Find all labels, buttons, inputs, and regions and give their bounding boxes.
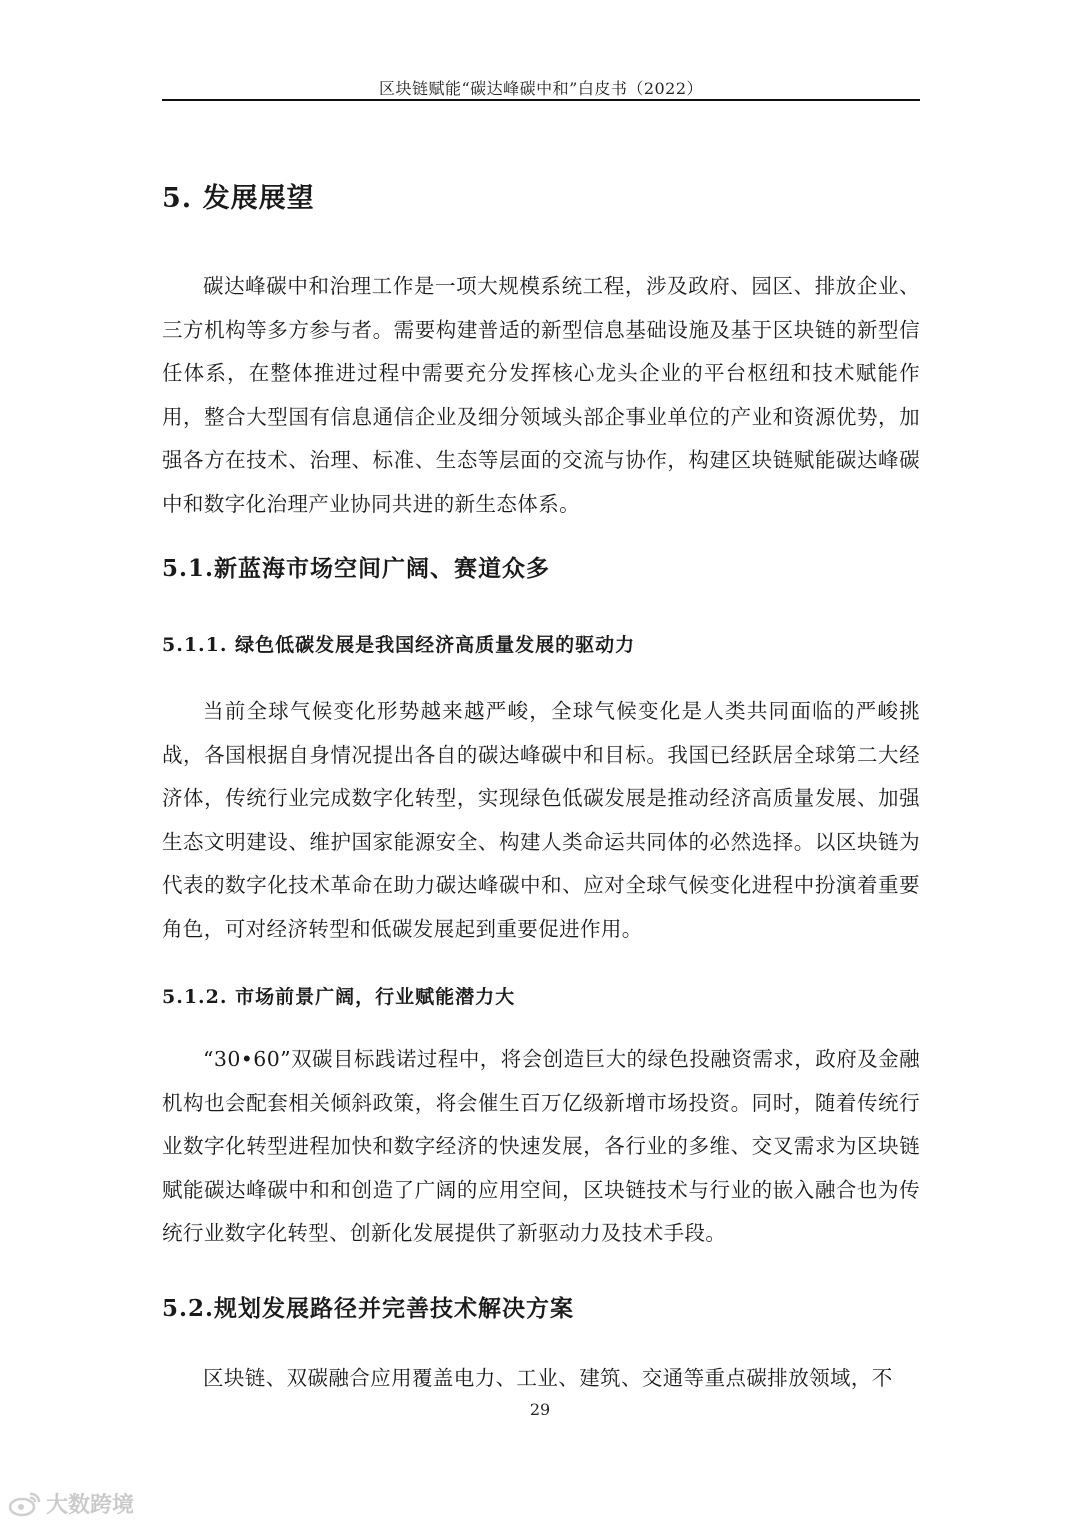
section-5-1-heading: 5.1.新蓝海市场空间广阔、赛道众多 <box>162 555 551 582</box>
header-divider <box>162 99 920 101</box>
section-5-1-2-heading: 5.1.2. 市场前景广阔，行业赋能潜力大 <box>162 986 516 1008</box>
section-5-intro-paragraph: 碳达峰碳中和治理工作是一项大规模系统工程，涉及政府、园区、排放企业、三方机构等多方参与者。需要构建普适的新型信息基础设施及基于区块链的新型信任体系，在整体推进过程中需要充分发挥核心龙头企业的平台枢纽和技术赋能作用，整合大型国有信息通信企业及细分领域头部企事业单位的产业和资源优势，加强各方在技术、治理、标准、生态等层面的交流与协作，构建区块链赋能碳达峰碳中和数字化治理产业协同共进的新生态体系。 <box>162 274 920 516</box>
watermark <box>8 1488 134 1519</box>
section-5-heading: 5. 发展展望 <box>162 183 315 214</box>
section-5-1-1-heading: 5.1.1. 绿色低碳发展是我国经济高质量发展的驱动力 <box>162 634 636 656</box>
section-5-2-paragraph: 区块链、双碳融合应用覆盖电力、工业、建筑、交通等重点碳排放领域，不 <box>203 1366 893 1390</box>
section-5-2-heading: 5.2.规划发展路径并完善技术解决方案 <box>162 1295 575 1322</box>
page-header-title: 区块链赋能“碳达峰碳中和”白皮书（2022） <box>378 79 704 98</box>
watermark-text: 大数跨境 <box>46 1493 135 1518</box>
section-5-1-2-paragraph: “30•60”双碳目标践诺过程中，将会创造巨大的绿色投融资需求，政府及金融机构也会配套相关倾斜政策，将会催生百万亿级新增市场投资。同时，随着传统行业数字化转型进程加快和数字经济的快速发展，各行业的多维、交叉需求为区块链赋能碳达峰碳中和和创造了广阔的应用空间，区块链技术与行业的嵌入融合也为传统行业数字化转型、创新化发展提供了新驱动力及技术手段。 <box>162 1047 920 1246</box>
section-5-1-1-paragraph: 当前全球气候变化形势越来越严峻，全球气候变化是人类共同面临的严峻挑战，各国根据自身情况提出各自的碳达峰碳中和目标。我国已经跃居全球第二大经济体，传统行业完成数字化转型，实现绿色低碳发展是推动经济高质量发展、加强生态文明建设、维护国家能源安全、构建人类命运共同体的必然选择。以区块链为代表的数字化技术革命在助力碳达峰碳中和、应对全球气候变化进程中扮演着重要角色，可对经济转型和低碳发展起到重要促进作用。 <box>162 699 920 941</box>
page-number: 29 <box>529 1400 551 1419</box>
weibo-logo-icon <box>8 1491 42 1517</box>
